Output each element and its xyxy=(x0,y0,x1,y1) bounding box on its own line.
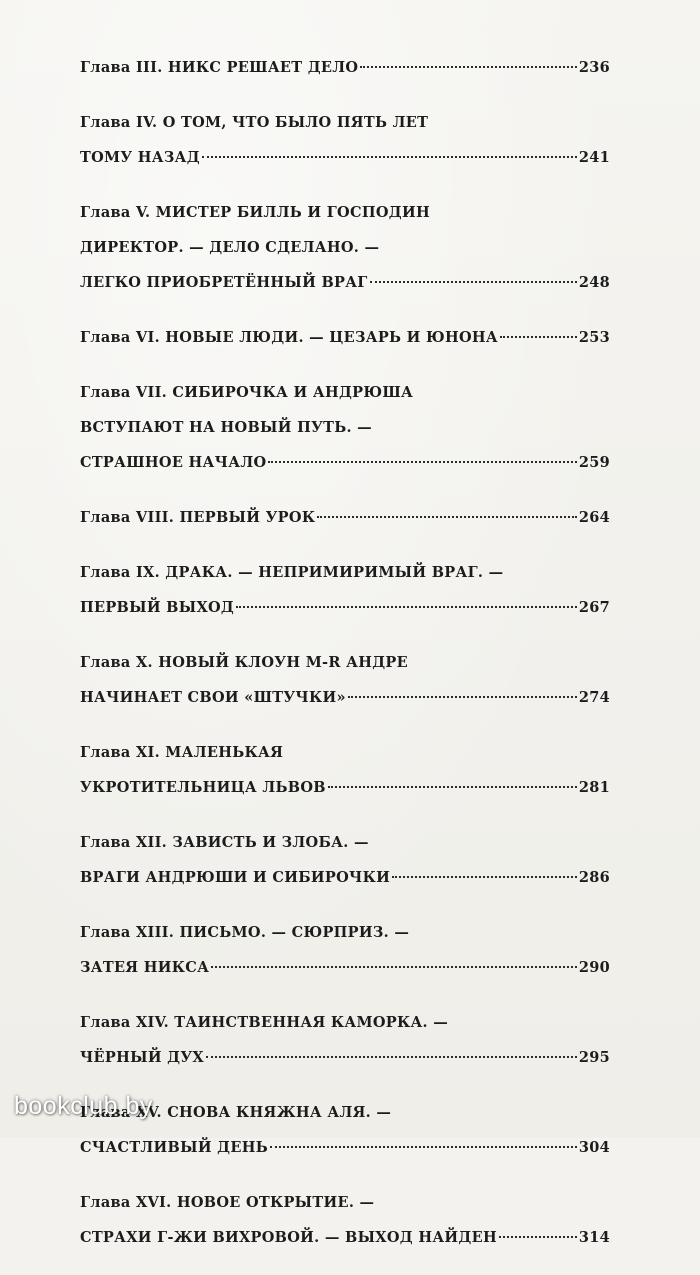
toc-entry xyxy=(80,1005,610,1075)
toc-line-text: Глава VIII. ПЕРВЫЙ УРОК xyxy=(80,509,316,526)
dot-leader xyxy=(202,156,577,158)
dot-leader xyxy=(500,336,577,338)
page-number: 236 xyxy=(578,59,610,76)
dot-leader xyxy=(211,966,577,968)
toc-line xyxy=(80,645,610,680)
toc-line xyxy=(80,1005,610,1040)
toc-line xyxy=(80,555,610,590)
dot-leader xyxy=(328,786,577,788)
page-number: 314 xyxy=(578,1229,610,1246)
toc-line xyxy=(80,1130,610,1165)
toc-line xyxy=(80,320,610,355)
toc-line-text: Глава XVI. НОВОЕ ОТКРЫТИЕ. — xyxy=(80,1194,375,1211)
toc-entry xyxy=(80,1185,610,1255)
toc-line xyxy=(80,50,610,85)
dot-leader xyxy=(206,1056,577,1058)
toc-line-text: Глава IX. ДРАКА. — НЕПРИМИРИМЫЙ ВРАГ. — xyxy=(80,564,504,581)
toc-line xyxy=(80,375,610,410)
toc-line xyxy=(80,500,610,535)
toc-line-text: Глава IV. О ТОМ, ЧТО БЫЛО ПЯТЬ ЛЕТ xyxy=(80,114,429,131)
toc-line-text: Глава XII. ЗАВИСТЬ И ЗЛОБА. — xyxy=(80,834,369,851)
toc-line-text: Глава XIII. ПИСЬМО. — СЮРПРИЗ. — xyxy=(80,924,410,941)
page-number: 286 xyxy=(578,869,610,886)
toc-line xyxy=(80,140,610,175)
dot-leader xyxy=(270,1146,577,1148)
toc-line xyxy=(80,1040,610,1075)
page-number: 241 xyxy=(578,149,610,166)
page-number: 267 xyxy=(578,599,610,616)
toc-line-text: ЗАТЕЯ НИКСА xyxy=(80,959,210,976)
toc-line-text: ДИРЕКТОР. — ДЕЛО СДЕЛАНО. — xyxy=(80,239,380,256)
page-number: 264 xyxy=(578,509,610,526)
toc-line xyxy=(80,680,610,715)
toc-line-text: СТРАШНОЕ НАЧАЛО xyxy=(80,454,267,471)
toc-line-text: ПЕРВЫЙ ВЫХОД xyxy=(80,599,235,616)
page-number: 304 xyxy=(578,1139,610,1156)
toc-line-text: ВСТУПАЮТ НА НОВЫЙ ПУТЬ. — xyxy=(80,419,372,436)
toc-line xyxy=(80,195,610,230)
toc-line-text: Глава XV. СНОВА КНЯЖНА АЛЯ. — xyxy=(80,1104,392,1121)
toc-line-text: Глава III. НИКС РЕШАЕТ ДЕЛО xyxy=(80,59,359,76)
toc-line-text: ЛЕГКО ПРИОБРЕТЁННЫЙ ВРАГ xyxy=(80,274,368,291)
toc-line xyxy=(80,590,610,625)
toc-entry xyxy=(80,1095,610,1165)
page-number: 253 xyxy=(578,329,610,346)
page-number: 259 xyxy=(578,454,610,471)
toc-entry xyxy=(80,375,610,480)
dot-leader xyxy=(268,461,576,463)
toc-line xyxy=(80,1095,610,1130)
page-number: 274 xyxy=(578,689,610,706)
toc-line-text: ВРАГИ АНДРЮШИ И СИБИРОЧКИ xyxy=(80,869,391,886)
toc-line-text: Глава VI. НОВЫЕ ЛЮДИ. — ЦЕЗАРЬ И ЮНОНА xyxy=(80,329,499,346)
toc-line xyxy=(80,770,610,805)
toc-line-text: Глава XIV. ТАИНСТВЕННАЯ КАМОРКА. — xyxy=(80,1014,449,1031)
toc-line xyxy=(80,1220,610,1255)
toc-line xyxy=(80,1185,610,1220)
toc-line xyxy=(80,735,610,770)
toc-line xyxy=(80,825,610,860)
toc-line-text: Глава X. НОВЫЙ КЛОУН М-R АНДРЕ xyxy=(80,654,408,671)
dot-leader xyxy=(360,66,577,68)
toc-line-text: ТОМУ НАЗАД xyxy=(80,149,200,166)
page-number: 290 xyxy=(578,959,610,976)
toc-entry xyxy=(80,50,610,85)
dot-leader xyxy=(499,1236,577,1238)
toc-line-text: Глава V. МИСТЕР БИЛЛЬ И ГОСПОДИН xyxy=(80,204,430,221)
toc-entry xyxy=(80,555,610,625)
toc-line-text: НАЧИНАЕТ СВОИ «ШТУЧКИ» xyxy=(80,689,346,706)
dot-leader xyxy=(348,696,577,698)
toc-line xyxy=(80,230,610,265)
toc-line xyxy=(80,860,610,895)
toc-line xyxy=(80,105,610,140)
toc-line xyxy=(80,950,610,985)
toc-entry xyxy=(80,915,610,985)
toc-entry xyxy=(80,645,610,715)
toc-line-text: Глава XI. МАЛЕНЬКАЯ xyxy=(80,744,284,761)
toc-entry xyxy=(80,500,610,535)
toc-entry xyxy=(80,320,610,355)
toc-line-text: СЧАСТЛИВЫЙ ДЕНЬ xyxy=(80,1139,268,1156)
toc-entry xyxy=(80,195,610,300)
dot-leader xyxy=(370,281,577,283)
dot-leader xyxy=(317,516,577,518)
dot-leader xyxy=(392,876,577,878)
toc-line xyxy=(80,410,610,445)
dot-leader xyxy=(236,606,577,608)
page-number: 281 xyxy=(578,779,610,796)
toc-line-text: УКРОТИТЕЛЬНИЦА ЛЬВОВ xyxy=(80,779,326,796)
toc-line xyxy=(80,915,610,950)
page-number: 295 xyxy=(578,1049,610,1066)
table-of-contents xyxy=(80,50,610,1275)
toc-entry xyxy=(80,735,610,805)
toc-line xyxy=(80,445,610,480)
toc-entry xyxy=(80,105,610,175)
toc-line-text: СТРАХИ Г-ЖИ ВИХРОВОЙ. — ВЫХОД НАЙДЕН xyxy=(80,1229,497,1246)
toc-entry xyxy=(80,825,610,895)
page-number: 248 xyxy=(578,274,610,291)
watermark: bookclub.by xyxy=(14,1092,153,1120)
toc-line xyxy=(80,265,610,300)
toc-line-text: ЧЁРНЫЙ ДУХ xyxy=(80,1049,204,1066)
toc-line-text: Глава VII. СИБИРОЧКА И АНДРЮША xyxy=(80,384,414,401)
